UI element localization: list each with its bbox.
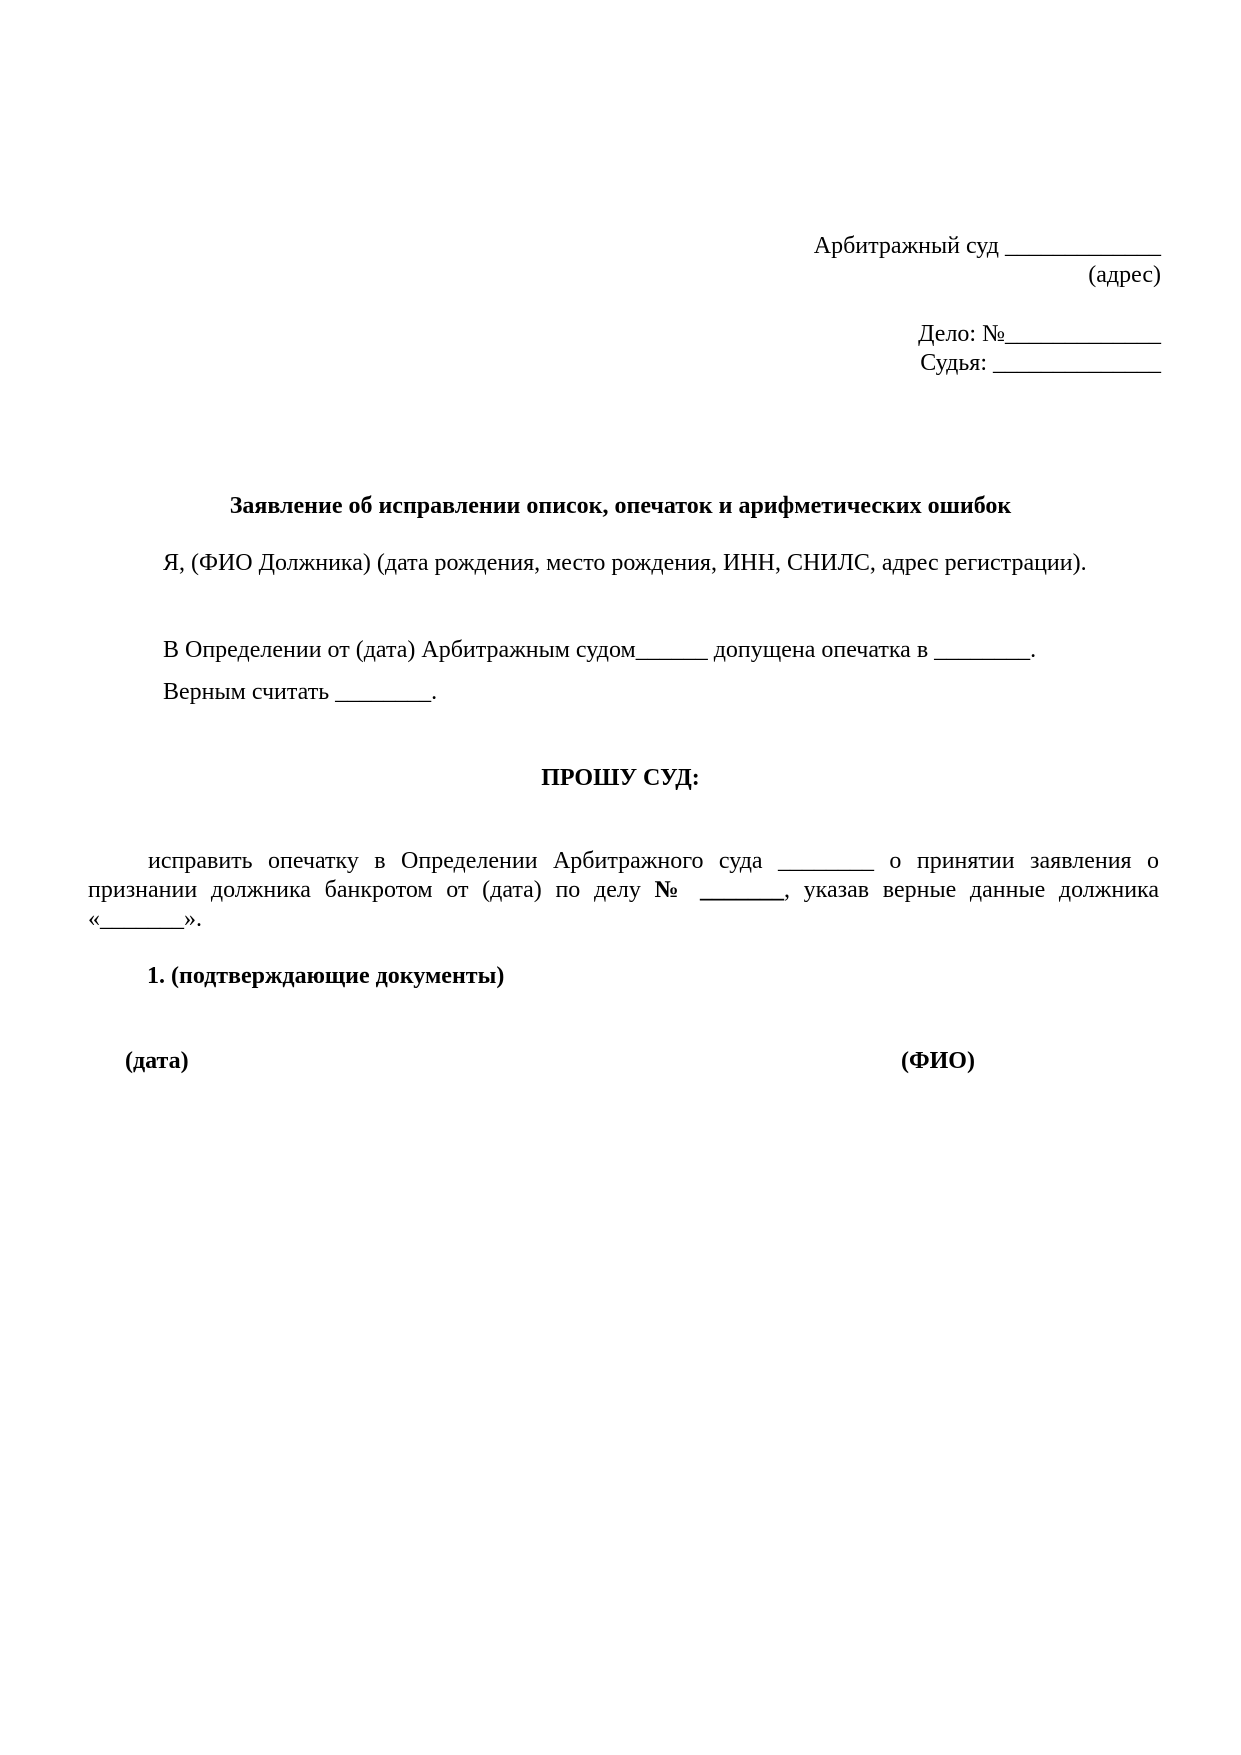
request-text-end: , указав верные данные должника «_______».	[88, 877, 1159, 932]
signature-name: (ФИО)	[901, 1048, 975, 1074]
address-line: (адрес)	[1088, 261, 1161, 288]
attachment-item: 1. (подтверждающие документы)	[147, 963, 505, 989]
judge-line: Судья: ______________	[920, 349, 1161, 376]
request-text-start: исправить опечатку в Определении Арбитражного суда ________ о принятии заявления о признании должника банкротом от (дата) по делу	[88, 848, 1159, 903]
case-number-line: Дело: №_____________	[918, 321, 1161, 347]
request-case-number: № _______	[654, 877, 784, 903]
request-paragraph	[88, 847, 1159, 934]
signature-date: (дата)	[125, 1048, 189, 1074]
correct-value-line: Верным считать ________.	[163, 679, 438, 705]
applicant-intro: Я, (ФИО Должника) (дата рождения, место рождения, ИНН, СНИЛС, адрес регистрации).	[163, 550, 1087, 576]
document-title: Заявление об исправлении описок, опечаток и арифметических ошибок	[229, 493, 1012, 519]
case-info-block	[918, 320, 1161, 378]
court-line: Арбитражный суд _____________	[813, 233, 1161, 259]
court-address-block	[814, 232, 1161, 290]
request-heading: ПРОШУ СУД:	[541, 765, 700, 791]
definition-typo-line: В Определении от (дата) Арбитражным судом______ допущена опечатка в ________.	[163, 637, 1037, 663]
